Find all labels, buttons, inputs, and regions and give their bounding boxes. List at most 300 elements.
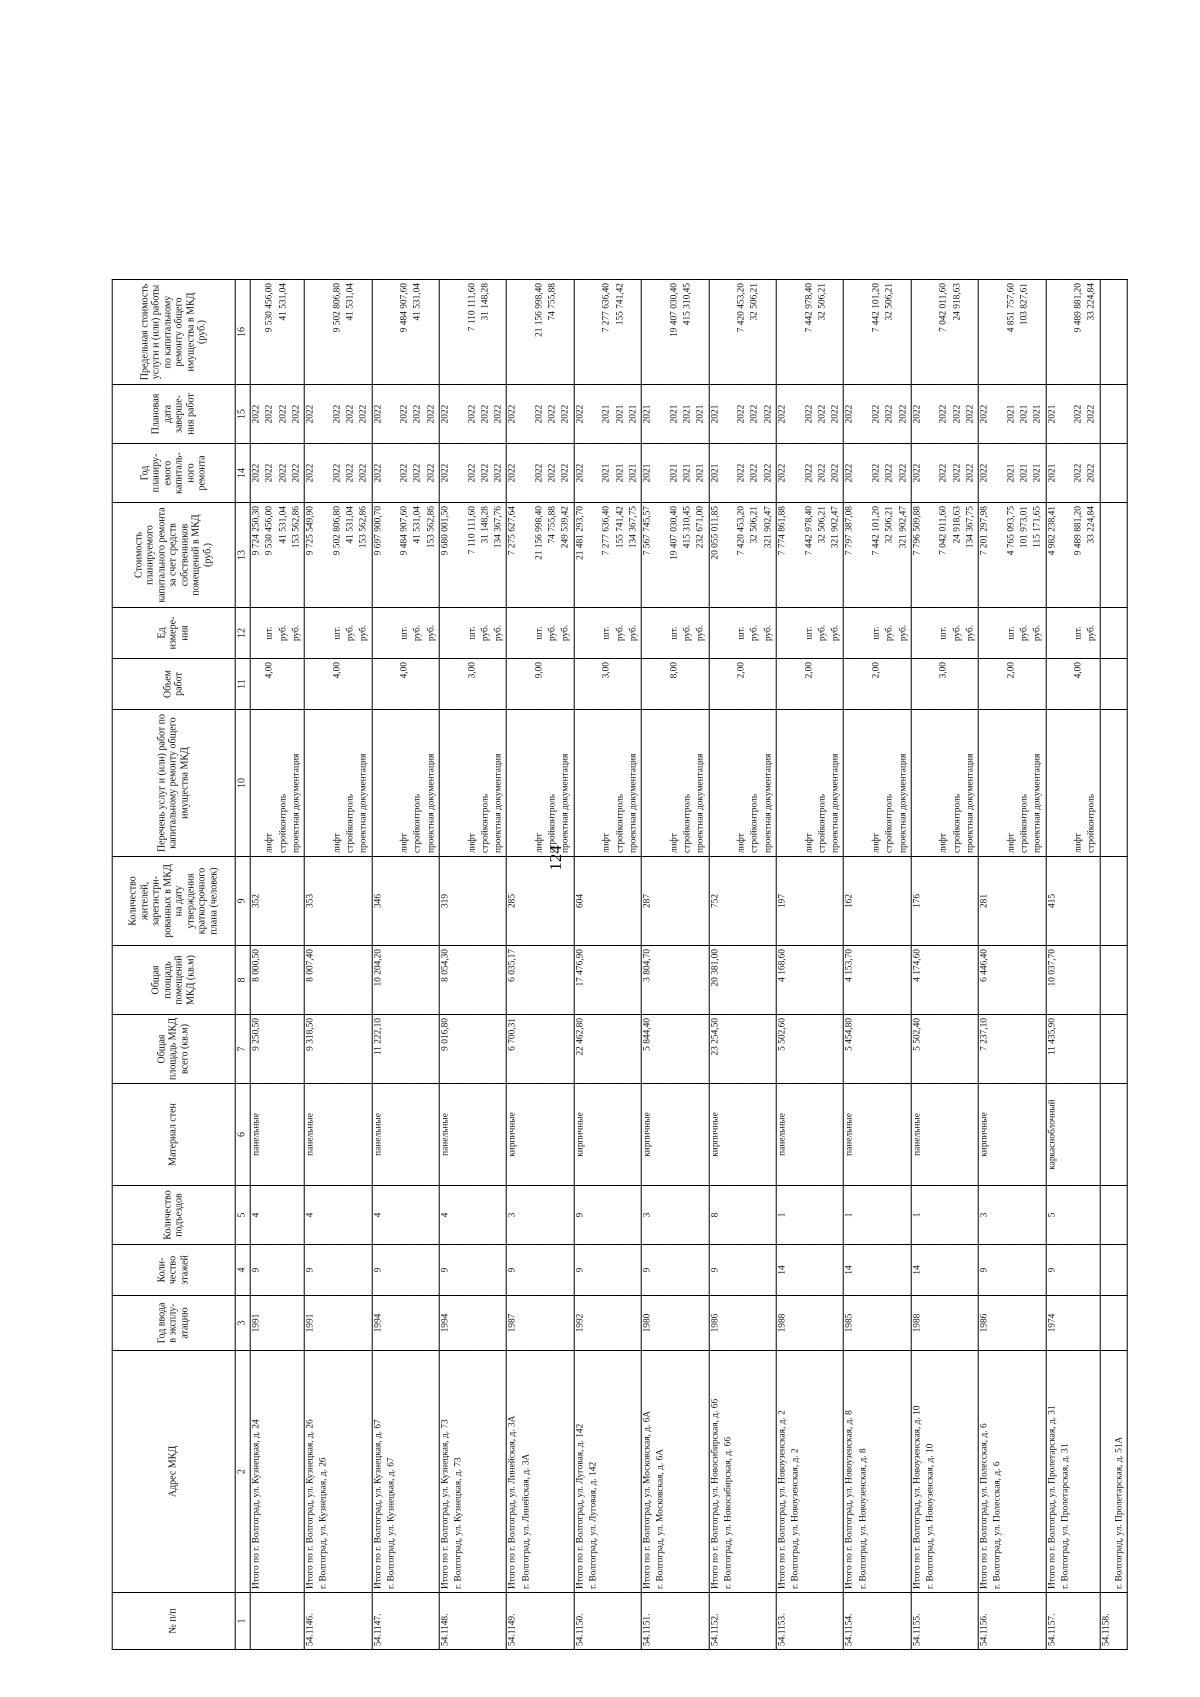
empty-cell — [723, 710, 736, 857]
total-area: 9 016,80 — [439, 1015, 453, 1084]
empty-cell — [520, 946, 533, 1015]
empty-cell — [466, 1245, 479, 1296]
work-name: стройконтроль — [817, 710, 830, 857]
empty-cell — [655, 608, 668, 659]
rooms-area: 6 035,17 — [507, 946, 521, 1015]
column-header-12: Ед измере-ния — [112, 608, 235, 659]
table-row — [1032, 280, 1046, 1650]
empty-cell — [830, 1296, 844, 1351]
limit-cost: 31 148,28 — [480, 280, 493, 385]
work-volume — [641, 659, 655, 710]
empty-cell — [925, 1084, 938, 1186]
empty-cell — [668, 857, 681, 946]
empty-cell — [547, 1186, 560, 1245]
floors-count: 9 — [1046, 1245, 1060, 1296]
empty-cell — [386, 710, 399, 857]
work-end-date: 2022 — [358, 385, 372, 444]
empty-cell — [1086, 1351, 1100, 1593]
limit-cost: 103 827,61 — [1019, 280, 1032, 385]
limit-cost: 7 420 453,20 — [736, 280, 749, 385]
work-volume: 4,00 — [399, 659, 412, 710]
empty-cell — [614, 857, 627, 946]
residents-count: 604 — [574, 857, 588, 946]
empty-cell — [897, 946, 911, 1015]
total-repair-year: 2022 — [844, 444, 858, 503]
empty-cell — [655, 1084, 668, 1186]
house-block — [304, 280, 371, 1650]
empty-cell — [386, 1296, 399, 1351]
work-volume — [1046, 659, 1060, 710]
empty-cell — [453, 1296, 466, 1351]
limit-cost: 41 531,04 — [345, 280, 358, 385]
entrances-count: 5 — [1046, 1186, 1060, 1245]
empty-cell — [412, 1084, 425, 1186]
total-cost: 7 275 627,64 — [507, 503, 521, 608]
work-volume — [358, 659, 372, 710]
empty-cell — [790, 1296, 803, 1351]
empty-cell — [655, 503, 668, 608]
empty-cell — [588, 946, 601, 1015]
empty-cell — [749, 857, 762, 946]
empty-cell — [601, 1296, 614, 1351]
empty-cell — [736, 857, 749, 946]
work-volume — [1019, 659, 1032, 710]
work-name: проектная документация — [560, 710, 574, 857]
empty-cell — [318, 1186, 331, 1245]
limit-cost — [439, 280, 453, 385]
empty-cell — [466, 1186, 479, 1245]
empty-cell — [817, 946, 830, 1015]
work-cost: 134 367,75 — [965, 503, 979, 608]
empty-cell — [601, 1015, 614, 1084]
work-end-date: 2021 — [1019, 385, 1032, 444]
floors-count: 14 — [776, 1245, 790, 1296]
empty-cell — [453, 444, 466, 503]
work-unit: шт. — [1005, 608, 1018, 659]
total-repair-year: 2022 — [574, 444, 588, 503]
empty-cell — [790, 946, 803, 1015]
empty-cell — [803, 1245, 816, 1296]
empty-cell — [668, 1015, 681, 1084]
commission-year — [1100, 1296, 1114, 1351]
work-cost: 415 310,45 — [682, 503, 695, 608]
empty-cell — [264, 1593, 277, 1650]
empty-cell — [790, 280, 803, 385]
empty-cell — [830, 946, 844, 1015]
work-repair-year: 2021 — [1005, 444, 1018, 503]
empty-cell — [588, 280, 601, 385]
empty-cell — [655, 280, 668, 385]
empty-cell — [817, 1296, 830, 1351]
empty-cell — [871, 1296, 884, 1351]
column-number-12: 12 — [235, 608, 250, 659]
work-name: стройконтроль — [951, 710, 964, 857]
empty-cell — [345, 1186, 358, 1245]
column-number-16: 16 — [235, 280, 250, 385]
empty-cell — [884, 1015, 897, 1084]
work-volume — [412, 659, 425, 710]
empty-cell — [588, 1015, 601, 1084]
work-end-date: 2022 — [466, 385, 479, 444]
work-unit — [574, 608, 588, 659]
row-number: 54.1154. — [844, 1593, 858, 1650]
empty-cell — [318, 1015, 331, 1084]
empty-cell — [386, 1015, 399, 1084]
wall-material: кирпичные — [507, 1084, 521, 1186]
table-row — [534, 280, 547, 1650]
empty-cell — [965, 857, 979, 946]
empty-cell — [938, 857, 951, 946]
empty-cell — [992, 946, 1005, 1015]
work-cost: 19 407 030,40 — [668, 503, 681, 608]
empty-cell — [723, 1186, 736, 1245]
repair-plan-table — [112, 279, 1128, 1650]
empty-cell — [601, 946, 614, 1015]
residents-count: 287 — [641, 857, 655, 946]
empty-cell — [318, 659, 331, 710]
empty-cell — [386, 1593, 399, 1650]
house-address: г. Волгоград, ул. Пролетарская, д. 51А — [1114, 1351, 1128, 1593]
empty-cell — [749, 1245, 762, 1296]
work-repair-year: 2022 — [560, 444, 574, 503]
empty-cell — [534, 1593, 547, 1650]
column-header-8: Общая площадь помещений МКД (кв.м) — [112, 946, 235, 1015]
work-unit: шт. — [264, 608, 277, 659]
table-row — [749, 280, 762, 1650]
house-block — [911, 280, 978, 1650]
empty-cell — [1019, 1351, 1032, 1593]
empty-cell — [790, 1245, 803, 1296]
work-unit: руб. — [425, 608, 439, 659]
empty-cell — [480, 1296, 493, 1351]
wall-material — [1100, 1084, 1114, 1186]
work-volume — [547, 659, 560, 710]
work-end-date: 2021 — [682, 385, 695, 444]
column-number-8: 8 — [235, 946, 250, 1015]
work-volume — [291, 659, 305, 710]
empty-cell — [601, 1351, 614, 1593]
empty-cell — [345, 1084, 358, 1186]
table-row — [507, 280, 521, 1650]
empty-cell — [628, 1015, 642, 1084]
table-row — [655, 280, 668, 1650]
empty-cell — [588, 857, 601, 946]
empty-cell — [520, 1593, 533, 1650]
empty-cell — [790, 659, 803, 710]
total-repair-year: 2021 — [709, 444, 723, 503]
row-number: 54.1155. — [911, 1593, 925, 1650]
work-cost: 41 531,04 — [412, 503, 425, 608]
total-cost: 9 697 900,70 — [372, 503, 386, 608]
empty-cell — [588, 503, 601, 608]
empty-cell — [1086, 1296, 1100, 1351]
empty-cell — [992, 608, 1005, 659]
table-row — [871, 280, 884, 1650]
empty-cell — [790, 1186, 803, 1245]
empty-cell — [331, 1245, 344, 1296]
empty-cell — [897, 1186, 911, 1245]
empty-cell — [493, 946, 507, 1015]
column-number-13: 13 — [235, 503, 250, 608]
empty-cell — [480, 1593, 493, 1650]
table-row — [709, 280, 723, 1650]
empty-cell — [1019, 1245, 1032, 1296]
table-row — [641, 280, 655, 1650]
empty-cell — [884, 946, 897, 1015]
work-name: проектная документация — [897, 710, 911, 857]
empty-cell — [871, 1186, 884, 1245]
empty-cell — [386, 385, 399, 444]
work-name — [776, 710, 790, 857]
total-cost: 7 796 509,88 — [911, 503, 925, 608]
limit-cost — [844, 280, 858, 385]
work-name: стройконтроль — [682, 710, 695, 857]
total-repair-year: 2022 — [507, 444, 521, 503]
work-unit: шт. — [399, 608, 412, 659]
work-name: лифт — [466, 710, 479, 857]
work-cost: 153 562,86 — [291, 503, 305, 608]
work-unit: шт. — [534, 608, 547, 659]
empty-cell — [857, 1015, 870, 1084]
work-unit: руб. — [884, 608, 897, 659]
empty-cell — [857, 1186, 870, 1245]
limit-cost: 7 442 978,40 — [803, 280, 816, 385]
work-unit: руб. — [817, 608, 830, 659]
empty-cell — [453, 608, 466, 659]
residents-count: 162 — [844, 857, 858, 946]
work-cost: 7 420 453,20 — [736, 503, 749, 608]
work-cost: 9 484 907,60 — [399, 503, 412, 608]
column-number-10: 10 — [235, 710, 250, 857]
empty-cell — [871, 1015, 884, 1084]
total-area: 9 318,50 — [304, 1015, 318, 1084]
empty-cell — [614, 1084, 627, 1186]
limit-cost — [830, 280, 844, 385]
table-row — [925, 280, 938, 1650]
work-volume — [695, 659, 709, 710]
empty-cell — [992, 1296, 1005, 1351]
work-repair-year: 2022 — [345, 444, 358, 503]
work-volume — [776, 659, 790, 710]
limit-cost — [628, 280, 642, 385]
empty-cell — [992, 444, 1005, 503]
empty-cell — [965, 1593, 979, 1650]
column-header-7: Общая площадь МКД всего (кв.м) — [112, 1015, 235, 1084]
work-cost: 33 224,84 — [1086, 503, 1100, 608]
work-volume — [951, 659, 964, 710]
empty-cell — [318, 857, 331, 946]
table-row — [439, 280, 453, 1650]
empty-cell — [938, 1245, 951, 1296]
table-row — [399, 280, 412, 1650]
rooms-area: 10 204,20 — [372, 946, 386, 1015]
row-number: 54.1153. — [776, 1593, 790, 1650]
work-unit: руб. — [547, 608, 560, 659]
entrances-count: 9 — [574, 1186, 588, 1245]
empty-cell — [466, 857, 479, 946]
floors-count: 9 — [978, 1245, 992, 1296]
work-end-date: 2022 — [884, 385, 897, 444]
work-name: стройконтроль — [614, 710, 627, 857]
empty-cell — [1073, 1593, 1086, 1650]
work-unit: руб. — [695, 608, 709, 659]
empty-cell — [668, 1593, 681, 1650]
work-repair-year: 2021 — [682, 444, 695, 503]
commission-year: 1987 — [507, 1296, 521, 1351]
empty-cell — [466, 1351, 479, 1593]
work-unit — [1046, 608, 1060, 659]
work-repair-year: 2022 — [965, 444, 979, 503]
house-block — [439, 280, 506, 1650]
empty-cell — [938, 1593, 951, 1650]
empty-cell — [412, 1245, 425, 1296]
empty-cell — [897, 857, 911, 946]
empty-cell — [560, 1351, 574, 1593]
empty-cell — [628, 946, 642, 1015]
work-unit: руб. — [628, 608, 642, 659]
commission-year: 1986 — [709, 1296, 723, 1351]
table-row — [372, 280, 386, 1650]
empty-cell — [601, 1593, 614, 1650]
empty-cell — [277, 1084, 290, 1186]
empty-cell — [1073, 1351, 1086, 1593]
empty-cell — [695, 946, 709, 1015]
empty-cell — [682, 1015, 695, 1084]
empty-cell — [655, 659, 668, 710]
work-repair-year: 2021 — [1032, 444, 1046, 503]
empty-cell — [655, 1296, 668, 1351]
empty-cell — [588, 1593, 601, 1650]
house-block — [776, 280, 843, 1650]
empty-cell — [655, 1593, 668, 1650]
empty-cell — [614, 1351, 627, 1593]
residents-count: 319 — [439, 857, 453, 946]
work-unit: шт. — [466, 608, 479, 659]
total-address: Итого по г. Волгоград, ул. Кузнецкая, д. 26 — [304, 1351, 318, 1593]
work-volume — [911, 659, 925, 710]
empty-cell — [345, 1593, 358, 1650]
entrances-count: 3 — [978, 1186, 992, 1245]
empty-cell — [453, 1084, 466, 1186]
rooms-area: 20 381,00 — [709, 946, 723, 1015]
work-name — [709, 710, 723, 857]
house-address: г. Волгоград, ул. Полесская, д. 6 — [992, 1351, 1005, 1593]
empty-cell — [1032, 1015, 1046, 1084]
total-address: Итого по г. Волгоград, ул. Кузнецкая, д. 73 — [439, 1351, 453, 1593]
total-cost: 21 481 293,70 — [574, 503, 588, 608]
row-number: 54.1152. — [709, 1593, 723, 1650]
empty-cell — [871, 857, 884, 946]
house-block — [641, 280, 708, 1650]
limit-cost: 7 110 111,60 — [466, 280, 479, 385]
empty-cell — [386, 857, 399, 946]
empty-cell — [897, 1245, 911, 1296]
column-header-16: Предельная стоимость услуги и (или) работы по капитальному ремонту общего имущества в МКД (руб.) — [112, 280, 235, 385]
total-address: Итого по г. Волгоград, ул. Новосибирская, д. 66 — [709, 1351, 723, 1593]
work-name: лифт — [938, 710, 951, 857]
limit-cost: 24 918,63 — [951, 280, 964, 385]
limit-cost — [304, 280, 318, 385]
total-end-date: 2021 — [641, 385, 655, 444]
work-end-date: 2022 — [291, 385, 305, 444]
empty-cell — [1005, 1245, 1018, 1296]
work-unit: руб. — [897, 608, 911, 659]
empty-cell — [884, 1351, 897, 1593]
floors-count: 9 — [250, 1245, 264, 1296]
empty-cell — [331, 1351, 344, 1593]
empty-cell — [358, 1593, 372, 1650]
empty-cell — [857, 1245, 870, 1296]
empty-cell — [695, 1015, 709, 1084]
total-area: 5 502,60 — [776, 1015, 790, 1084]
empty-cell — [534, 1015, 547, 1084]
work-end-date: 2021 — [614, 385, 627, 444]
work-volume — [507, 659, 521, 710]
empty-cell — [992, 503, 1005, 608]
work-volume — [1032, 659, 1046, 710]
limit-cost: 41 531,04 — [277, 280, 290, 385]
empty-cell — [1114, 608, 1128, 659]
work-end-date: 2022 — [1086, 385, 1100, 444]
commission-year: 1980 — [641, 1296, 655, 1351]
empty-cell — [762, 1245, 776, 1296]
empty-cell — [560, 1593, 574, 1650]
work-name: лифт — [803, 710, 816, 857]
empty-cell — [951, 1593, 964, 1650]
empty-cell — [386, 444, 399, 503]
empty-cell — [1005, 946, 1018, 1015]
empty-cell — [425, 1015, 439, 1084]
empty-cell — [520, 659, 533, 710]
empty-cell — [723, 659, 736, 710]
entrances-count: 1 — [911, 1186, 925, 1245]
empty-cell — [1019, 1084, 1032, 1186]
empty-cell — [534, 1186, 547, 1245]
empty-cell — [453, 710, 466, 857]
work-volume — [304, 659, 318, 710]
work-name: стройконтроль — [1019, 710, 1032, 857]
empty-cell — [588, 1084, 601, 1186]
empty-cell — [412, 946, 425, 1015]
table-row — [412, 280, 425, 1650]
limit-cost: 74 755,88 — [547, 280, 560, 385]
rooms-area: 8 007,40 — [304, 946, 318, 1015]
empty-cell — [992, 1084, 1005, 1186]
empty-cell — [1114, 946, 1128, 1015]
work-volume: 4,00 — [331, 659, 344, 710]
work-end-date: 2022 — [412, 385, 425, 444]
total-cost — [1100, 503, 1114, 608]
column-header-14: Год планиру-емого капиталь-ного ремонта — [112, 444, 235, 503]
house-block — [250, 280, 304, 1650]
empty-cell — [1073, 857, 1086, 946]
empty-cell — [614, 946, 627, 1015]
work-volume — [628, 659, 642, 710]
empty-cell — [925, 1245, 938, 1296]
empty-cell — [857, 444, 870, 503]
empty-cell — [790, 503, 803, 608]
limit-cost — [425, 280, 439, 385]
empty-cell — [358, 1296, 372, 1351]
work-name: лифт — [668, 710, 681, 857]
empty-cell — [493, 1245, 507, 1296]
empty-cell — [358, 946, 372, 1015]
total-cost: 7 567 745,57 — [641, 503, 655, 608]
empty-cell — [1073, 1186, 1086, 1245]
empty-cell — [466, 1084, 479, 1186]
total-end-date: 2022 — [776, 385, 790, 444]
work-cost: 115 171,65 — [1032, 503, 1046, 608]
